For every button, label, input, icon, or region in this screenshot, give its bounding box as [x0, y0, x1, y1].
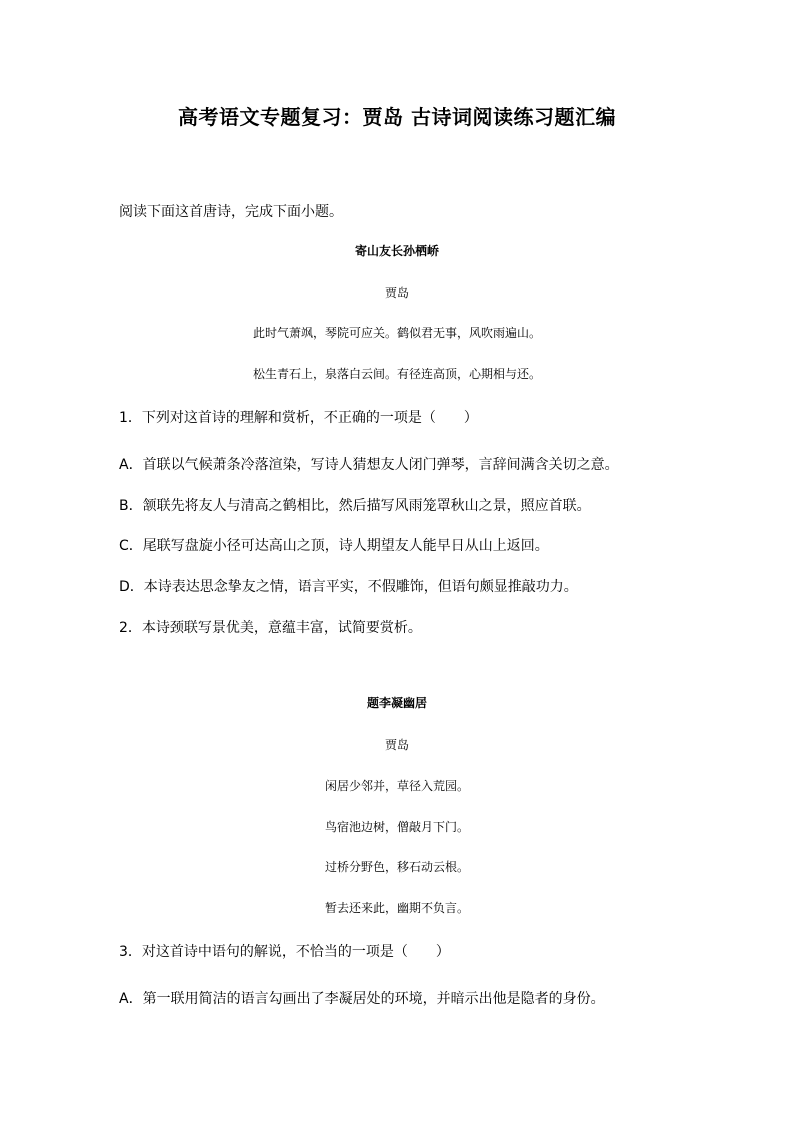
poem2-line-3: 过桥分野色，移石动云根。 [324, 860, 469, 874]
question-1-option-b: B．颔联先将友人与清高之鹤相比，然后描写风雨笼罩秋山之景，照应首联。 [119, 498, 591, 514]
question-2-stem: 2．本诗颈联写景优美，意蕴丰富，试简要赏析。 [119, 620, 422, 636]
poem2-line-4: 暂去还来此，幽期不负言。 [324, 901, 469, 915]
poem2-line-2: 鸟宿池边树，僧敲月下门。 [324, 820, 469, 834]
question-1-option-c: C．尾联写盘旋小径可达高山之顶，诗人期望友人能早日从山上返回。 [119, 538, 549, 554]
poem2-line-1: 闲居少邻并，草径入荒园。 [324, 779, 469, 793]
poem1-line-2: 松生青石上，泉落白云间。有径连高顶，心期相与还。 [252, 367, 541, 381]
poem2-title: 题李凝幽居 [366, 696, 427, 710]
poem1-author: 贾岛 [384, 286, 409, 300]
poem1-title: 寄山友长孙栖峤 [354, 244, 439, 258]
question-3-stem: 3．对这首诗中语句的解说，不恰当的一项是（ ） [119, 944, 450, 960]
reading-instruction: 阅读下面这首唐诗，完成下面小题。 [119, 204, 343, 220]
poem1-line-1: 此时气萧飒，琴院可应关。鹤似君无事，风吹雨遍山。 [252, 326, 541, 340]
question-3-option-a: A．第一联用简洁的语言勾画出了李凝居处的环境，并暗示出他是隐者的身份。 [119, 991, 605, 1007]
document-title: 高考语文专题复习：贾岛 古诗词阅读练习题汇编 [178, 105, 616, 129]
question-1-option-a: A．首联以气候萧条冷落渲染，写诗人猜想友人闭门弹琴，言辞间满含关切之意。 [119, 457, 619, 473]
question-1-option-d: D．本诗表达思念挚友之情，语言平实，不假雕饰，但语句颇显推敲功力。 [119, 579, 578, 595]
question-1-stem: 1．下列对这首诗的理解和赏析，不正确的一项是（ ） [119, 410, 478, 426]
poem2-author: 贾岛 [384, 738, 409, 752]
